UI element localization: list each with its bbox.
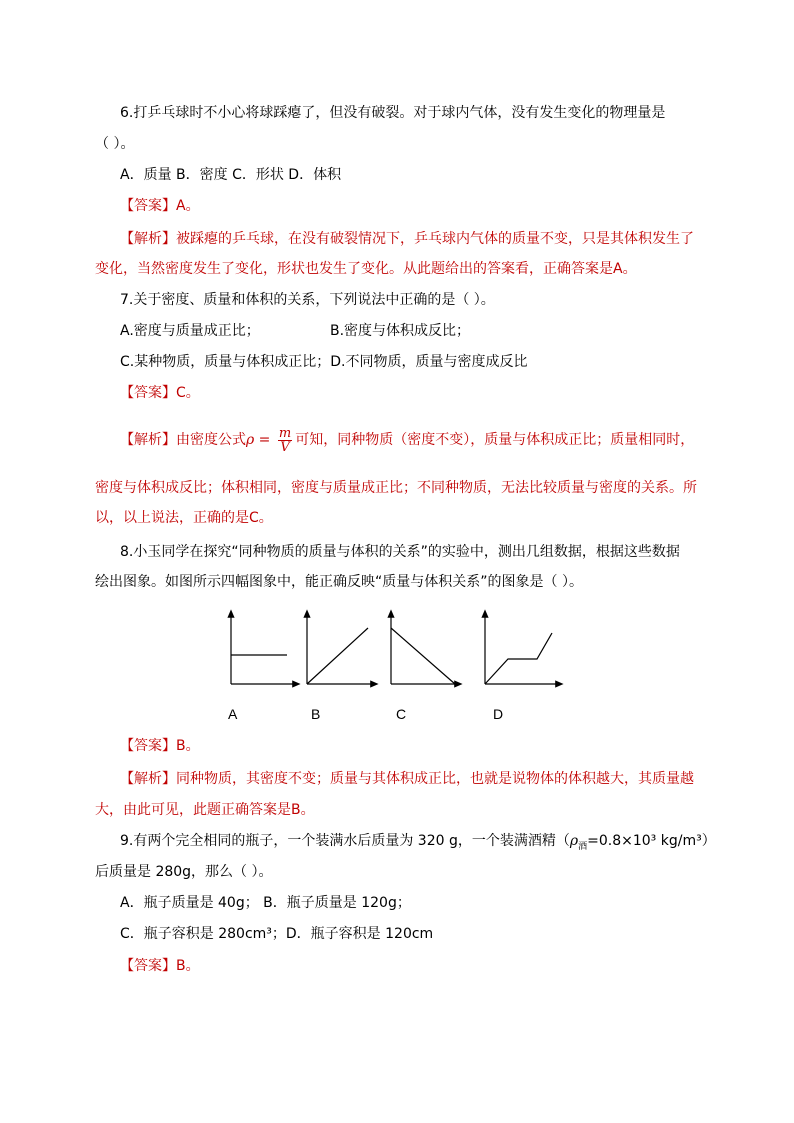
formula-numerator: m: [278, 425, 292, 441]
graph-label-d: D: [493, 706, 504, 722]
analysis-text: 同种物质，其密度不变；质量与其体积成正比，也就是说物体的体积越大，其质量越: [176, 771, 694, 787]
answer-tag: 【答案】: [120, 385, 176, 401]
q8-analysis-line1: [120, 769, 694, 789]
analysis-tag: 【解析】: [120, 231, 176, 247]
q7-stem: 7.关于密度、质量和体积的关系，下列说法中正确的是（ ）。: [120, 292, 495, 308]
q9-options-ab: A．瓶子质量是 40g； B．瓶子质量是 120g；: [120, 895, 411, 911]
q7-option-cd: C.某种物质，质量与体积成正比；D.不同物质，质量与密度成反比: [120, 354, 528, 370]
analysis-tag: 【解析】: [120, 771, 176, 787]
q6-stem-line1: 6.打乒乓球时不小心将球踩瘪了，但没有破裂。对于球内气体，没有发生变化的物理量是: [120, 105, 666, 121]
q9-answer: [120, 956, 200, 976]
formula-denominator: V: [280, 439, 290, 455]
graph-c: [391, 613, 459, 684]
density-formula-fraction: [278, 427, 292, 454]
q6-analysis-line2: 变化，当然密度发生了变化，形状也发生了变化。从此题给出的答案看，正确答案是A。: [95, 261, 637, 277]
q7-option-a: A.密度与质量成正比；: [120, 323, 260, 339]
density-symbol: ρ: [569, 833, 579, 849]
graph-label-a: A: [228, 706, 238, 722]
q9-stem-pre: 9.有两个完全相同的瓶子，一个装满水后质量为 320 g，一个装满酒精（: [120, 833, 570, 849]
answer-value: C。: [176, 385, 200, 401]
answer-tag: 【答案】: [120, 198, 176, 214]
q9-options-cd: C．瓶子容积是 280cm³；D．瓶子容积是 120cm: [120, 926, 434, 942]
q7-analysis-line3: 以，以上说法，正确的是C。: [95, 510, 273, 526]
q8-stem-line1: 8.小玉同学在探究“同种物质的质量与体积的关系”的实验中，测出几组数据，根据这些数据: [120, 544, 680, 560]
graph-d: [485, 613, 560, 684]
q6-stem-line2: （ ）。: [95, 136, 135, 152]
answer-value: B。: [176, 738, 200, 754]
analysis-text: 被踩瘪的乒乓球，在没有破裂情况下，乒乓球内气体的质量不变，只是其体积发生了: [176, 231, 694, 247]
graph-label-c: C: [396, 706, 407, 722]
graph-a: [231, 613, 297, 684]
answer-value: A。: [176, 198, 200, 214]
q8-stem-line2: 绘出图象。如图所示四幅图象中，能正确反映“质量与体积关系”的图象是（ ）。: [95, 574, 583, 590]
graph-label-b: B: [311, 706, 321, 722]
q6-analysis-line1: [120, 229, 694, 249]
q8-answer: [120, 736, 200, 756]
graph-b: [307, 613, 375, 684]
density-subscript: 酒: [578, 841, 588, 852]
q7-analysis-line1: [120, 425, 694, 455]
q8-analysis-line2: 大，由此可见，此题正确答案是B。: [95, 802, 315, 818]
q9-stem-post: =0.8×10³ kg/m³）: [587, 833, 716, 849]
density-symbol: ρ: [246, 432, 255, 448]
q6-answer: [120, 196, 200, 216]
q9-stem-line1: [120, 831, 716, 857]
analysis-tag: 【解析】: [120, 432, 176, 448]
q7-option-b: B.密度与体积成反比；: [330, 323, 471, 339]
answer-tag: 【答案】: [120, 958, 176, 974]
q7-analysis-line2: 密度与体积成反比；体积相同，密度与质量成正比；不同种物质，无法比较质量与密度的关系。所: [95, 480, 697, 496]
analysis-text-post: 可知，同种物质（密度不变），质量与体积成正比；质量相同时，: [295, 432, 695, 448]
answer-tag: 【答案】: [120, 738, 176, 754]
q6-options: A．质量 B．密度 C．形状 D．体积: [120, 167, 342, 183]
equals-sign: =: [254, 432, 275, 448]
q9-stem-line2: 后质量是 280g，那么（ ）。: [95, 864, 273, 880]
answer-value: B。: [176, 958, 200, 974]
q7-answer: [120, 383, 200, 403]
analysis-text-pre: 由密度公式: [176, 432, 246, 448]
